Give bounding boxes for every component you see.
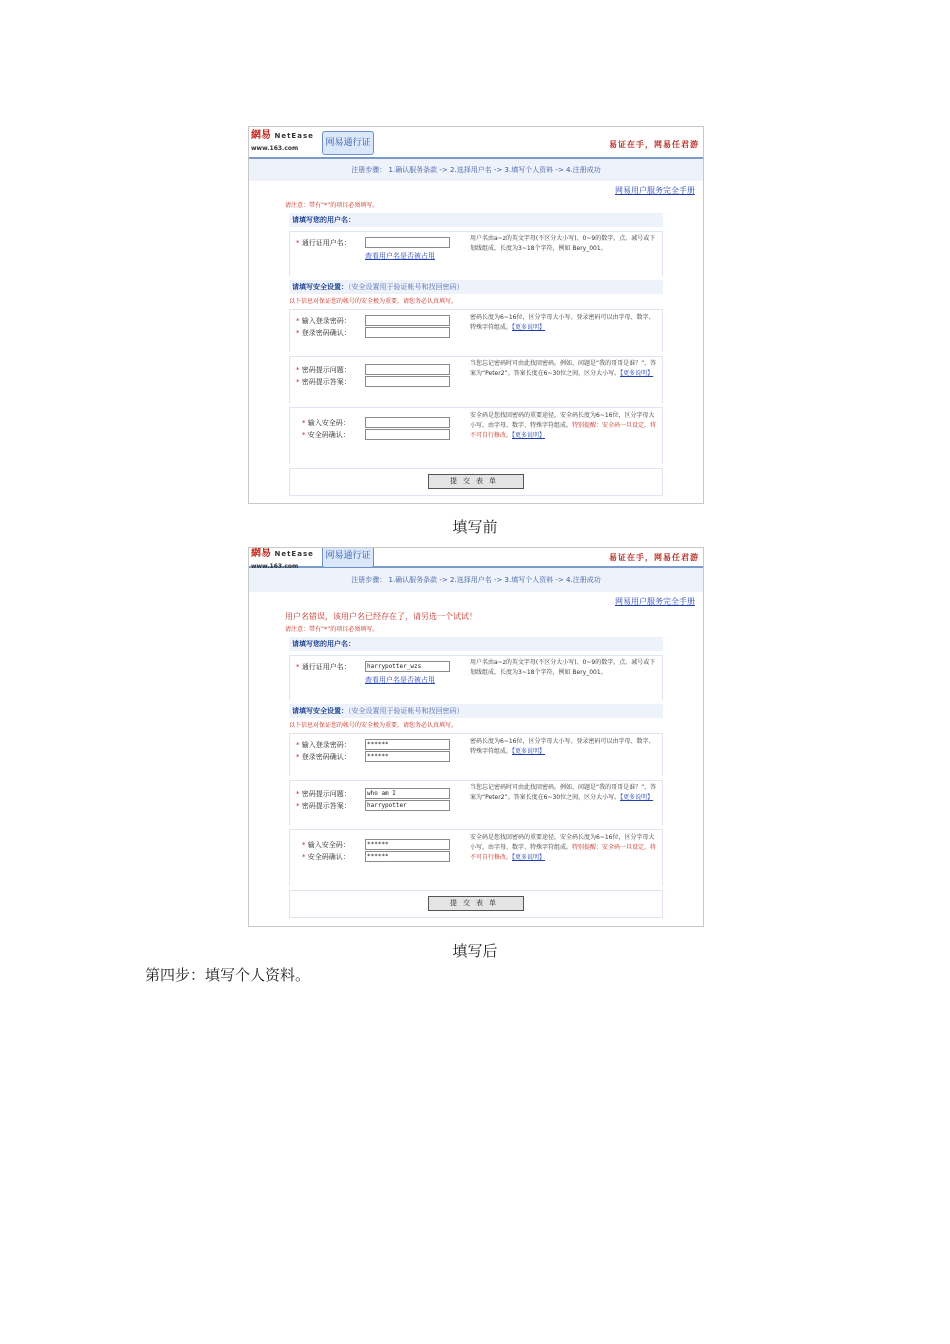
password-input[interactable]: [365, 315, 450, 326]
logo-en: NetEase: [274, 132, 314, 140]
username-block: [289, 231, 663, 276]
safecode-confirm-label: * 安全码确认：: [302, 431, 350, 439]
safecode-confirm-input[interactable]: [365, 429, 450, 440]
password-block: [289, 733, 663, 776]
submit-button[interactable]: 提交表单: [428, 474, 524, 489]
hint-more-link[interactable]: 【更多说明】: [620, 794, 654, 801]
netease-logo: [251, 548, 314, 572]
safecode-input[interactable]: ******: [365, 839, 450, 850]
site-header: [249, 127, 703, 159]
netease-logo: [251, 130, 314, 154]
logo-cn: 網易: [251, 130, 271, 141]
submit-button[interactable]: 提交表单: [428, 896, 524, 911]
username-help: 用户名由a~z的英文字母(不区分大小写)、0~9的数字、点、减号或下划线组成，长度为3~18个字符，例如 Bery_001。: [470, 235, 656, 252]
password-help: 密码长度为6~16位，区分字母大小写。登录密码可以由字母、数字、特殊字符组成。【更多说明】: [470, 314, 655, 331]
security-heading: 请填写安全设置：（安全设置用于验证帐号和找回密码）: [289, 280, 663, 294]
safecode-label: * 输入安全码：: [302, 419, 350, 427]
hint-block: [289, 780, 663, 825]
registration-steps: 注册步骤： 1.确认服务条款 -> 2.选择用户名 -> 3.填写个人资料 -> 4.注册成功: [249, 568, 703, 592]
required-note: 请注意：带有“*”的项目必须填写。: [285, 626, 379, 633]
password-more-link[interactable]: 【更多说明】: [512, 748, 546, 755]
submit-block: [289, 468, 663, 496]
password-help: 密码长度为6~16位，区分字母大小写。登录密码可以由字母、数字、特殊字符组成。【更多说明】: [470, 738, 655, 755]
passport-badge: 网易通行证: [322, 131, 374, 155]
hint-answer-label: * 密码提示答案：: [296, 378, 351, 386]
logo-en: NetEase: [274, 550, 314, 558]
username-heading: 请填写您的用户名：: [289, 637, 663, 651]
caption-before: 填写前: [452, 518, 498, 536]
submit-block: [289, 890, 663, 918]
safecode-help: 安全码是您找回密码的重要途径，安全码长度为6~16位，区分字母大小写，由字母、数字、特殊字符组成。特别提醒：安全码一旦设定，将不可自行修改。【更多说明】: [470, 412, 657, 439]
hint-help: 当您忘记密码时可由此找回密码。例如，问题是“我的哥哥是谁？”，答案为“Peter2”。答案长度在6~30位之间，区分大小写。【更多说明】: [470, 360, 657, 377]
required-note: 请注意：带有“*”的项目必须填写。: [285, 202, 379, 209]
hint-answer-label: * 密码提示答案：: [296, 802, 351, 810]
safecode-block: [289, 407, 663, 464]
username-input[interactable]: harrypotter_wzs: [365, 661, 450, 672]
slogan: 易证在手，网易任君游: [609, 553, 699, 562]
username-label: * 通行证用户名：: [296, 239, 351, 247]
safecode-confirm-input[interactable]: ******: [365, 851, 450, 862]
logo-url: www.163.com: [251, 563, 299, 570]
username-help: 用户名由a~z的英文字母(不区分大小写)、0~9的数字、点、减号或下划线组成，长度为3~18个字符，例如 Bery_001。: [470, 659, 656, 676]
safecode-confirm-label: * 安全码确认：: [302, 853, 350, 861]
passport-badge: 网易通行证: [322, 547, 374, 568]
hint-help: 当您忘记密码时可由此找回密码。例如，问题是“我的哥哥是谁？”，答案为“Peter2”。答案长度在6~30位之间，区分大小写。【更多说明】: [470, 784, 657, 801]
password-confirm-input[interactable]: ******: [365, 751, 450, 762]
service-manual-link[interactable]: 网易用户服务完全手册: [615, 186, 695, 195]
site-header: [249, 548, 703, 568]
username-error-message: 用户名错误，该用户名已经存在了，请另选一个试试！: [285, 612, 477, 621]
password-confirm-label: * 登录密码确认：: [296, 753, 351, 761]
password-confirm-label: * 登录密码确认：: [296, 329, 351, 337]
check-username-link[interactable]: 查看用户名是否被占用: [365, 676, 435, 684]
password-input[interactable]: ******: [365, 739, 450, 750]
safecode-block: [289, 829, 663, 886]
hint-answer-input[interactable]: [365, 376, 450, 387]
password-block: [289, 309, 663, 352]
safecode-help: 安全码是您找回密码的重要途径，安全码长度为6~16位，区分字母大小写，由字母、数字、特殊字符组成。特别提醒：安全码一旦设定，将不可自行修改。【更多说明】: [470, 834, 657, 861]
screenshot-before: [248, 126, 704, 504]
password-label: * 输入登录密码：: [296, 741, 351, 749]
logo-url: www.163.com: [251, 145, 299, 152]
service-manual-link[interactable]: 网易用户服务完全手册: [615, 597, 695, 606]
security-heading: 请填写安全设置：（安全设置用于验证帐号和找回密码）: [289, 704, 663, 718]
check-username-link[interactable]: 查看用户名是否被占用: [365, 252, 435, 260]
security-note: 以下信息对保证您的帐号的安全极为重要，请您务必认真填写。: [289, 298, 458, 305]
password-more-link[interactable]: 【更多说明】: [512, 324, 546, 331]
slogan: 易证在手，网易任君游: [609, 140, 699, 149]
safecode-more-link[interactable]: 【更多说明】: [512, 854, 546, 861]
registration-steps: 注册步骤： 1.确认服务条款 -> 2.选择用户名 -> 3.填写个人资料 -> 4.注册成功: [249, 159, 703, 181]
password-confirm-input[interactable]: [365, 327, 450, 338]
safecode-input[interactable]: [365, 417, 450, 428]
step4-paragraph: 第四步：填写个人资料。: [145, 966, 311, 984]
hint-question-label: * 密码提示问题：: [296, 366, 351, 374]
caption-after: 填写后: [452, 942, 498, 960]
password-label: * 输入登录密码：: [296, 317, 351, 325]
hint-question-input[interactable]: who am I: [365, 788, 450, 799]
hint-question-input[interactable]: [365, 364, 450, 375]
username-heading: 请填写您的用户名：: [289, 213, 663, 227]
hint-more-link[interactable]: 【更多说明】: [620, 370, 654, 377]
hint-question-label: * 密码提示问题：: [296, 790, 351, 798]
username-block: [289, 655, 663, 700]
username-label: * 通行证用户名：: [296, 663, 351, 671]
username-input[interactable]: [365, 237, 450, 248]
logo-cn: 網易: [251, 548, 271, 559]
hint-answer-input[interactable]: harrypotter: [365, 800, 450, 811]
hint-block: [289, 356, 663, 403]
screenshot-after: [248, 547, 704, 927]
safecode-label: * 输入安全码：: [302, 841, 350, 849]
safecode-more-link[interactable]: 【更多说明】: [512, 432, 546, 439]
security-note: 以下信息对保证您的帐号的安全极为重要，请您务必认真填写。: [289, 722, 458, 729]
